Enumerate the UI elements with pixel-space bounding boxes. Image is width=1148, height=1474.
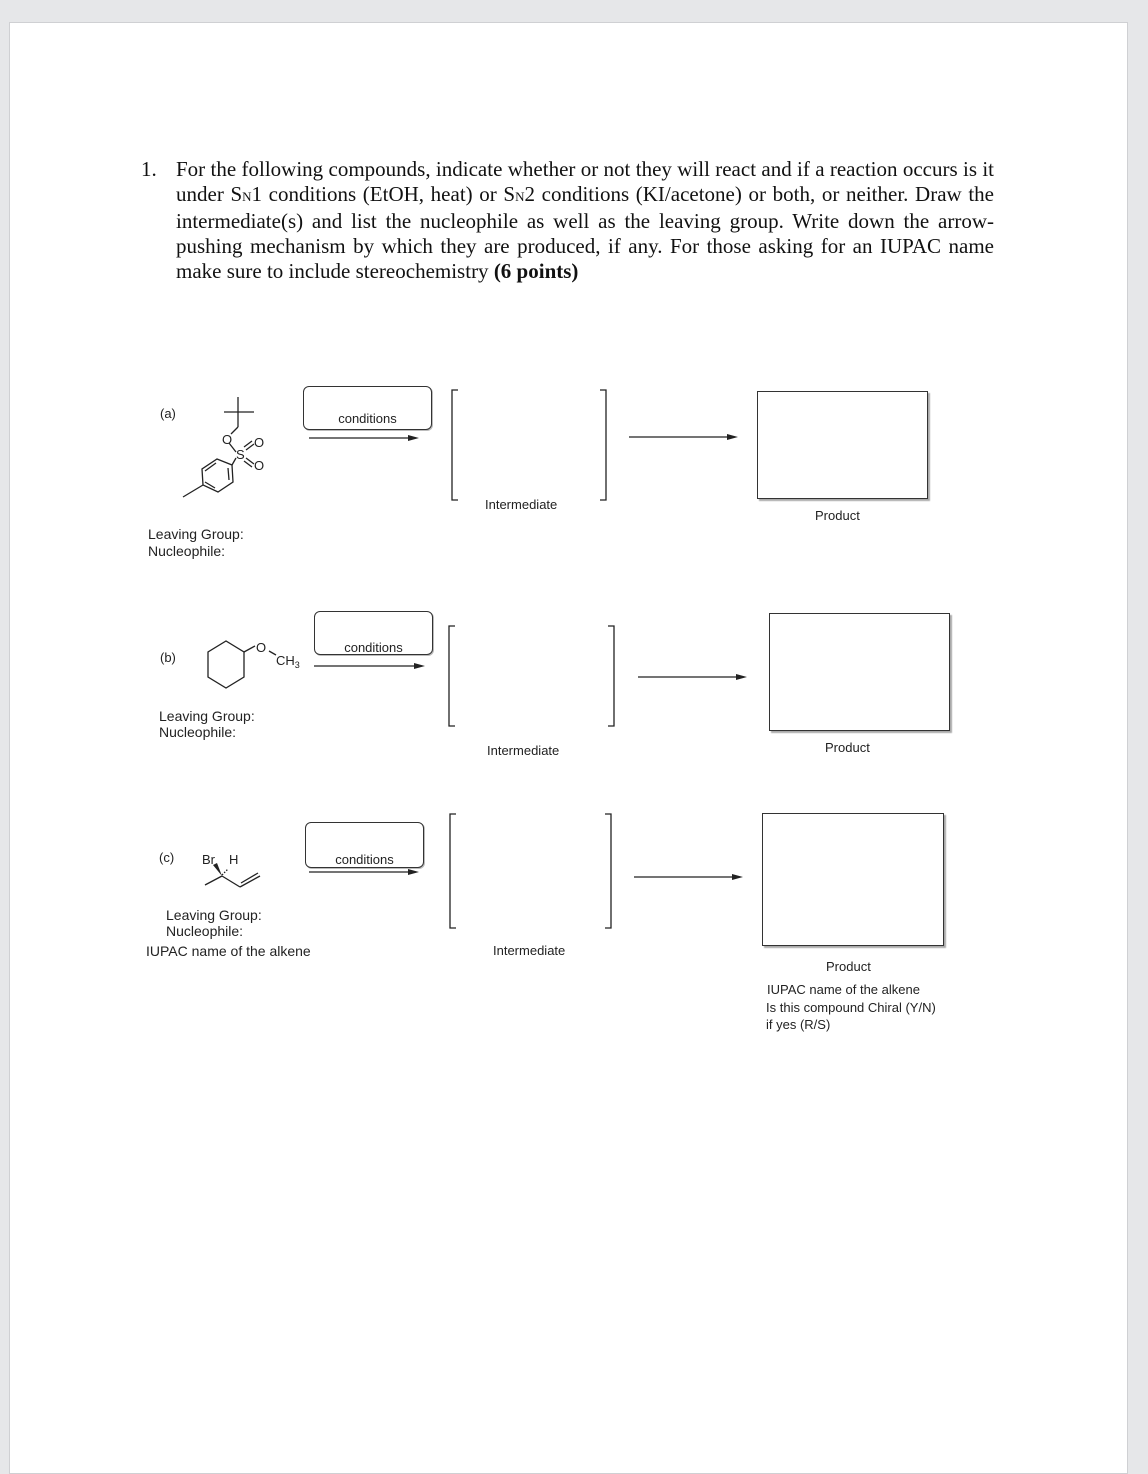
part-a-atom-o: O: [254, 458, 265, 473]
part-a-atom-o: O: [254, 435, 265, 450]
part-b-label: (b): [160, 650, 176, 665]
part-c-bracket-right: [605, 814, 611, 928]
question-text: For the following compounds, indicate whether or not they will react and if a reaction occurs is it under SN1 conditions (EtOH, heat) or SN2 conditions (KI/acetone) or both, or neither. Draw the intermediate(s) and list the nucleophile as well as the leaving group. Write down the arrow-pushing mechanism by which they are produced, if any. For those asking for an IUPAC name make sure to include stereochemistry (6 points): [176, 157, 994, 283]
part-a-intermediate-label: Intermediate: [485, 497, 558, 512]
part-c-leaving-group-label: Leaving Group:: [166, 907, 262, 923]
part-c-label: (c): [159, 850, 175, 865]
part-a-leaving-group-label: Leaving Group:: [148, 526, 244, 542]
part-b-nucleophile-label: Nucleophile:: [159, 724, 237, 740]
part-c-rs-question: if yes (R/S): [766, 1017, 831, 1032]
part-b-product-label: Product: [825, 740, 870, 755]
part-b-conditions-box[interactable]: conditions: [314, 611, 433, 655]
part-c-intermediate-label: Intermediate: [493, 943, 566, 958]
part-c-product-label: Product: [826, 959, 871, 974]
question-number: 1.: [141, 157, 157, 181]
part-c-product-box[interactable]: [762, 813, 944, 946]
points-label: (6 points): [493, 259, 579, 283]
part-c-atom-br: Br: [202, 852, 215, 867]
part-a-label: (a): [160, 406, 176, 421]
part-c-iupac-right-label: IUPAC name of the alkene: [767, 982, 920, 997]
part-c-nucleophile-label: Nucleophile:: [166, 923, 244, 939]
part-c-iupac-left-label: IUPAC name of the alkene: [146, 943, 311, 959]
part-b-atom-o: O: [256, 640, 267, 655]
part-a-nucleophile-label: Nucleophile:: [148, 543, 226, 559]
part-c-atom-h: H: [229, 852, 239, 867]
part-a-product-label: Product: [815, 508, 860, 523]
part-a-atom-o: O: [222, 432, 233, 447]
part-b-atom-ch3: $CH_3$: [276, 653, 300, 670]
part-a-conditions-box[interactable]: conditions: [303, 386, 432, 430]
part-c-chiral-question: Is this compound Chiral (Y/N): [766, 1000, 936, 1015]
part-a-atom-s: S: [236, 447, 245, 462]
part-c-bracket-left: [450, 814, 456, 928]
part-b-intermediate-label: Intermediate: [487, 743, 560, 758]
part-b-leaving-group-label: Leaving Group:: [159, 708, 255, 724]
part-c-conditions-box[interactable]: conditions: [305, 822, 424, 868]
